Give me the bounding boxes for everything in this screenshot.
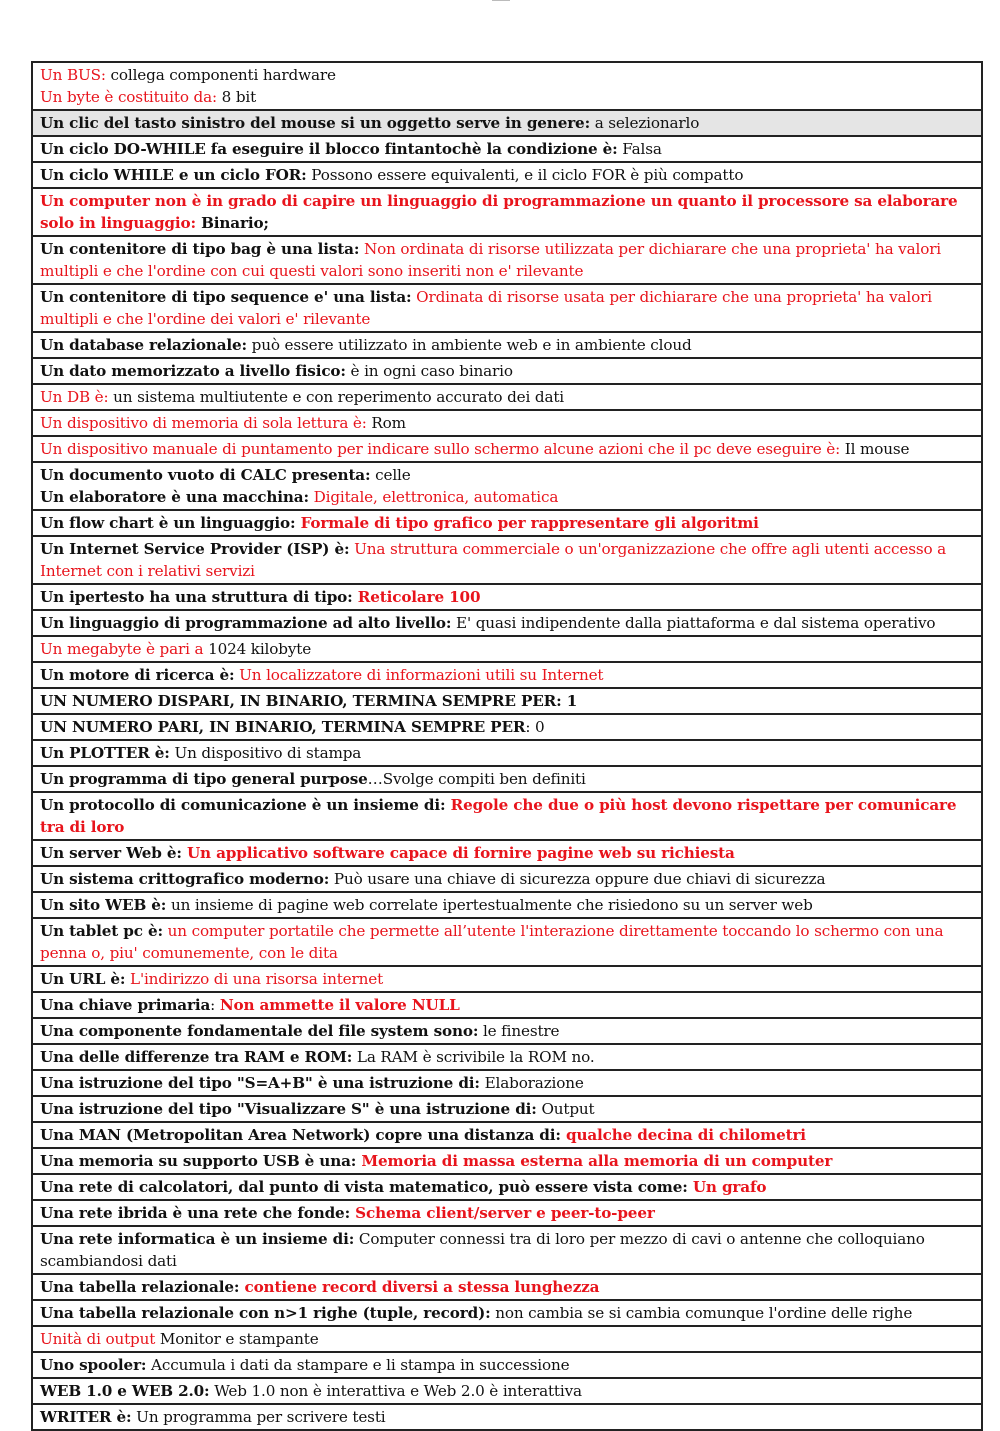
table-cell: [32, 966, 982, 992]
question-text: Memoria di massa esterna alla memoria di un computer: [356, 1152, 833, 1170]
question-text: Formale di tipo grafico per rappresentare gli algoritmi: [295, 514, 759, 532]
cell-line: [40, 164, 974, 186]
question-text: Un flow chart è un linguaggio:: [40, 514, 296, 532]
cell-line: [40, 190, 974, 234]
question-text: Un tablet pc è:: [40, 922, 163, 940]
answer-text: collega componenti hardware: [105, 66, 336, 84]
answer-text: Un dispositivo di memoria di sola lettura è:: [40, 414, 367, 432]
table-cell: [32, 740, 982, 766]
table-cell: [32, 1018, 982, 1044]
question-text: Una istruzione del tipo "Visualizzare S" è una istruzione di:: [40, 1100, 537, 1118]
answer-text: Può usare una chiave di sicurezza oppure due chiavi di sicurezza: [329, 870, 826, 888]
table-row: [32, 1200, 982, 1226]
table-row: [32, 162, 982, 188]
cell-line: [40, 664, 974, 686]
answer-text: : 0: [525, 718, 545, 736]
qa-table: [31, 61, 983, 1431]
table-row: [32, 1378, 982, 1404]
table-cell: [32, 1404, 982, 1430]
table-cell: [32, 110, 982, 136]
table-cell: [32, 236, 982, 284]
question-text: Una componente fondamentale del file system sono:: [40, 1022, 479, 1040]
cell-line: [40, 464, 974, 486]
question-text: Un protocollo di comunicazione è un insieme di:: [40, 796, 446, 814]
question-text: Un clic del tasto sinistro del mouse si un oggetto serve in genere:: [40, 114, 591, 132]
answer-text: Un dispositivo manuale di puntamento per indicare sullo schermo alcune azioni che il pc deve eseguire è:: [40, 440, 841, 458]
question-text: UN NUMERO DISPARI, IN BINARIO, TERMINA SEMPRE PER: 1: [40, 692, 578, 710]
table-cell: [32, 410, 982, 436]
question-text: Un computer non è in grado di capire un linguaggio di programmazione un quanto il processore sa elaborare solo in linguaggio:: [40, 192, 958, 232]
cell-line: [40, 612, 974, 634]
answer-text: La RAM è scrivibile la ROM no.: [352, 1048, 595, 1066]
table-row: [32, 1070, 982, 1096]
table-row: [32, 410, 982, 436]
table-row: [32, 384, 982, 410]
table-cell: [32, 892, 982, 918]
table-cell: [32, 610, 982, 636]
cell-line: [40, 920, 974, 964]
question-text: Un documento vuoto di CALC presenta:: [40, 466, 371, 484]
cell-line: [40, 1202, 974, 1224]
question-text: Una chiave primaria: [40, 996, 211, 1014]
table-row: [32, 1326, 982, 1352]
cell-line: [40, 1380, 974, 1402]
question-text: Un programma di tipo general purpose: [40, 770, 368, 788]
answer-text: :: [210, 996, 220, 1014]
table-row: [32, 688, 982, 714]
question-text: Un dato memorizzato a livello fisico:: [40, 362, 346, 380]
table-cell: [32, 384, 982, 410]
table-row: [32, 110, 982, 136]
table-cell: [32, 1044, 982, 1070]
table-row: [32, 1300, 982, 1326]
question-text: Un server Web è:: [40, 844, 182, 862]
cell-line: [40, 138, 974, 160]
table-row: [32, 610, 982, 636]
table-row: [32, 918, 982, 966]
question-text: Una rete ibrida è una rete che fonde:: [40, 1204, 351, 1222]
answer-text: L'indirizzo di una risorsa internet: [125, 970, 384, 988]
question-text: WEB 1.0 e WEB 2.0:: [40, 1382, 210, 1400]
answer-text: può essere utilizzato in ambiente web e in ambiente cloud: [246, 336, 692, 354]
answer-text: Elaborazione: [479, 1074, 584, 1092]
question-text: Uno spooler:: [40, 1356, 147, 1374]
cell-line: [40, 1098, 974, 1120]
question-text: Una memoria su supporto USB è una:: [40, 1152, 357, 1170]
answer-text: Una struttura commerciale o un'organizzazione che offre agli utenti accesso a Internet con i relativi servizi: [40, 540, 947, 580]
table-row: [32, 510, 982, 536]
answer-text: Unità di output: [40, 1330, 156, 1348]
table-row: [32, 1044, 982, 1070]
table-cell: [32, 766, 982, 792]
answer-text: Ordinata di risorse usata per dichiarare che una proprieta' ha valori multipli e che l'ordine dei valori e' rilevante: [40, 288, 932, 328]
table-row: [32, 792, 982, 840]
table-cell: [32, 1352, 982, 1378]
cell-line: [40, 438, 974, 460]
cell-line: [40, 742, 974, 764]
cell-line: [40, 894, 974, 916]
answer-text: 8 bit: [216, 88, 257, 106]
table-cell: [32, 510, 982, 536]
table-row: [32, 284, 982, 332]
table-cell: [32, 188, 982, 236]
question-text: Un linguaggio di programmazione ad alto livello:: [40, 614, 452, 632]
question-text: Un sito WEB è:: [40, 896, 167, 914]
table-row: [32, 766, 982, 792]
table-cell: [32, 688, 982, 714]
question-text: Un Internet Service Provider (ISP) è:: [40, 540, 350, 558]
table-row: [32, 462, 982, 510]
answer-text: Computer connessi tra di loro per mezzo di cavi o antenne che colloquiano scambiandosi dati: [40, 1230, 925, 1270]
answer-text: …Svolge compiti ben definiti: [367, 770, 586, 788]
answer-text: Non ordinata di risorse utilizzata per dichiarare che una proprieta' ha valori multipli e che l'ordine con cui questi valori sono inseriti non e' rilevante: [40, 240, 942, 280]
answer-text: E' quasi indipendente dalla piattaforma e dal sistema operativo: [451, 614, 936, 632]
cell-line: [40, 1302, 974, 1324]
table-cell: [32, 1378, 982, 1404]
cell-line: [40, 412, 974, 434]
cell-line: [40, 86, 974, 108]
qa-table-body: [32, 62, 982, 1430]
table-row: [32, 332, 982, 358]
answer-text: celle: [370, 466, 411, 484]
table-cell: [32, 136, 982, 162]
answer-text: Il mouse: [840, 440, 910, 458]
answer-text: Un BUS:: [40, 66, 106, 84]
question-text: contiene record diversi a stessa lunghezza: [239, 1278, 600, 1296]
answer-text: Monitor e stampante: [155, 1330, 319, 1348]
table-cell: [32, 1274, 982, 1300]
cell-line: [40, 968, 974, 990]
cell-line: [40, 1276, 974, 1298]
table-row: [32, 966, 982, 992]
table-cell: [32, 536, 982, 584]
question-text: Regole che due o più host devono rispettare per comunicare tra di loro: [40, 796, 957, 836]
question-text: Un ciclo WHILE e un ciclo FOR:: [40, 166, 307, 184]
answer-text: Un programma per scrivere testi: [131, 1408, 386, 1426]
table-row: [32, 840, 982, 866]
question-text: Reticolare 100: [352, 588, 481, 606]
answer-text: un computer portatile che permette all’utente l'interazione direttamente toccando lo schermo con una penna o, piu' comunemente, con le dita: [40, 922, 944, 962]
answer-text: Output: [536, 1100, 595, 1118]
cell-line: [40, 386, 974, 408]
table-row: [32, 136, 982, 162]
question-text: Un motore di ricerca è:: [40, 666, 235, 684]
question-text: Un ipertesto ha una struttura di tipo:: [40, 588, 353, 606]
cell-line: [40, 994, 974, 1016]
table-row: [32, 1404, 982, 1430]
answer-text: Web 1.0 non è interattiva e Web 2.0 è interattiva: [209, 1382, 582, 1400]
question-text: Un applicativo software capace di fornire pagine web su richiesta: [181, 844, 735, 862]
cell-line: [40, 112, 974, 134]
table-row: [32, 992, 982, 1018]
table-cell: [32, 662, 982, 688]
question-text: Un grafo: [687, 1178, 767, 1196]
answer-text: Accumula i dati da stampare e li stampa in successione: [146, 1356, 570, 1374]
table-row: [32, 1148, 982, 1174]
answer-text: è in ogni caso binario: [345, 362, 513, 380]
cell-line: [40, 238, 974, 282]
table-cell: [32, 918, 982, 966]
table-row: [32, 62, 982, 110]
question-text: Schema client/server e peer-to-peer: [350, 1204, 655, 1222]
table-cell: [32, 162, 982, 188]
cell-line: [40, 868, 974, 890]
table-cell: [32, 1122, 982, 1148]
table-cell: [32, 358, 982, 384]
table-cell: [32, 462, 982, 510]
answer-text: un sistema multiutente e con reperimento accurato dei dati: [108, 388, 565, 406]
cell-line: [40, 1228, 974, 1272]
answer-text: Possono essere equivalenti, e il ciclo FOR è più compatto: [306, 166, 744, 184]
table-cell: [32, 866, 982, 892]
table-cell: [32, 992, 982, 1018]
cell-line: [40, 1354, 974, 1376]
question-text: Un PLOTTER è:: [40, 744, 170, 762]
answer-text: Un dispositivo di stampa: [169, 744, 362, 762]
table-row: [32, 1122, 982, 1148]
cell-line: [40, 1176, 974, 1198]
answer-text: Falsa: [617, 140, 662, 158]
table-cell: [32, 1200, 982, 1226]
answer-text: non cambia se si cambia comunque l'ordine delle righe: [490, 1304, 913, 1322]
question-text: qualche decina di chilometri: [560, 1126, 806, 1144]
question-text: Una tabella relazionale:: [40, 1278, 240, 1296]
answer-text: Rom: [366, 414, 406, 432]
cell-line: [40, 1046, 974, 1068]
answer-text: Un localizzatore di informazioni utili su Internet: [234, 666, 604, 684]
answer-text: un insieme di pagine web correlate ipertestualmente che risiedono su un server web: [166, 896, 813, 914]
cell-line: [40, 538, 974, 582]
cell-line: [40, 512, 974, 534]
table-row: [32, 188, 982, 236]
table-row: [32, 866, 982, 892]
question-text: Un contenitore di tipo bag è una lista:: [40, 240, 360, 258]
table-row: [32, 584, 982, 610]
table-cell: [32, 792, 982, 840]
table-cell: [32, 1070, 982, 1096]
question-text: Un database relazionale:: [40, 336, 247, 354]
question-text: Una istruzione del tipo "S=A+B" è una istruzione di:: [40, 1074, 480, 1092]
cell-line: [40, 768, 974, 790]
question-text: Binario;: [195, 214, 269, 232]
question-text: Un URL è:: [40, 970, 126, 988]
cell-line: [40, 334, 974, 356]
question-text: UN NUMERO PARI, IN BINARIO, TERMINA SEMPRE PER: [40, 718, 526, 736]
cell-line: [40, 486, 974, 508]
table-cell: [32, 1300, 982, 1326]
question-text: Una delle differenze tra RAM e ROM:: [40, 1048, 353, 1066]
cell-line: [40, 842, 974, 864]
cell-line: [40, 794, 974, 838]
cell-line: [40, 638, 974, 660]
table-cell: [32, 636, 982, 662]
table-row: [32, 1096, 982, 1122]
table-cell: [32, 1148, 982, 1174]
table-cell: [32, 1226, 982, 1274]
question-text: Un ciclo DO-WHILE fa eseguire il blocco fintantochè la condizione è:: [40, 140, 618, 158]
table-cell: [32, 840, 982, 866]
table-cell: [32, 1326, 982, 1352]
table-row: [32, 1226, 982, 1274]
answer-text: Digitale, elettronica, automatica: [308, 488, 559, 506]
table-cell: [32, 584, 982, 610]
table-row: [32, 536, 982, 584]
cell-line: [40, 64, 974, 86]
cell-line: [40, 1406, 974, 1428]
answer-text: Un byte è costituito da:: [40, 88, 217, 106]
table-cell: [32, 1096, 982, 1122]
table-row: [32, 714, 982, 740]
cell-line: [40, 1150, 974, 1172]
table-row: [32, 236, 982, 284]
table-row: [32, 1274, 982, 1300]
table-row: [32, 358, 982, 384]
cell-line: [40, 1072, 974, 1094]
question-text: WRITER è:: [40, 1408, 132, 1426]
table-row: [32, 740, 982, 766]
question-text: Un elaboratore è una macchina:: [40, 488, 309, 506]
question-text: Un sistema crittografico moderno:: [40, 870, 330, 888]
table-cell: [32, 332, 982, 358]
table-cell: [32, 1174, 982, 1200]
cell-line: [40, 360, 974, 382]
table-row: [32, 636, 982, 662]
table-cell: [32, 714, 982, 740]
question-text: Una rete informatica è un insieme di:: [40, 1230, 355, 1248]
cell-line: [40, 586, 974, 608]
cell-line: [40, 1020, 974, 1042]
page-header-mark: [492, 0, 510, 1]
question-text: Un contenitore di tipo sequence e' una lista:: [40, 288, 412, 306]
table-cell: [32, 436, 982, 462]
table-row: [32, 1174, 982, 1200]
table-cell: [32, 284, 982, 332]
question-text: Una rete di calcolatori, dal punto di vista matematico, può essere vista come:: [40, 1178, 688, 1196]
table-row: [32, 662, 982, 688]
question-text: Una MAN (Metropolitan Area Network) copre una distanza di:: [40, 1126, 561, 1144]
table-row: [32, 1018, 982, 1044]
answer-text: le finestre: [478, 1022, 560, 1040]
answer-text: Un DB è:: [40, 388, 109, 406]
question-text: Una tabella relazionale con n>1 righe (tuple, record):: [40, 1304, 491, 1322]
cell-line: [40, 1124, 974, 1146]
table-row: [32, 892, 982, 918]
cell-line: [40, 286, 974, 330]
cell-line: [40, 690, 974, 712]
answer-text: a selezionarlo: [590, 114, 700, 132]
table-row: [32, 1352, 982, 1378]
table-cell: [32, 62, 982, 110]
cell-line: [40, 716, 974, 738]
cell-line: [40, 1328, 974, 1350]
answer-text: Un megabyte è pari a: [40, 640, 204, 658]
answer-text: 1024 kilobyte: [203, 640, 312, 658]
question-text: Non ammette il valore NULL: [219, 996, 460, 1014]
table-row: [32, 436, 982, 462]
